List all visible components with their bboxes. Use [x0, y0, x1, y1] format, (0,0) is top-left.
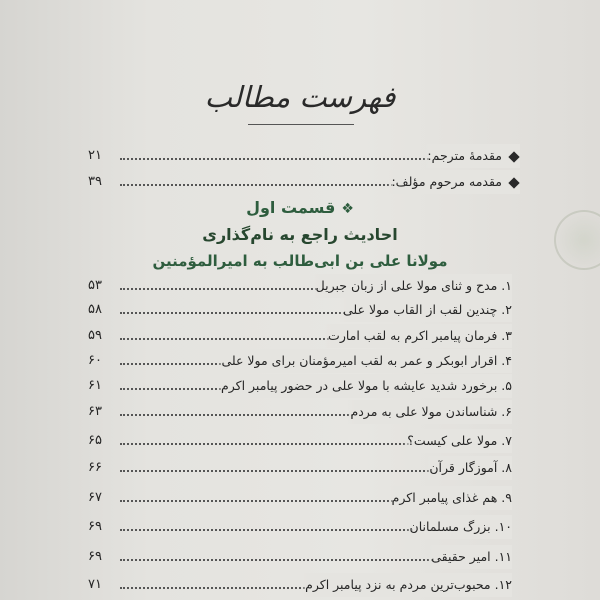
toc-entry-label: ۱۱. امیر حقیقی: [427, 545, 512, 569]
toc-row: [0, 486, 600, 510]
toc-page-number: ۷۱: [88, 577, 102, 592]
toc-page-number: ۵۳: [88, 278, 102, 293]
toc-entry-label: مقدمهٔ مترجم:: [423, 144, 520, 168]
toc-entry-label: ۱۰. بزرگ مسلمانان: [406, 515, 512, 539]
toc-row: [0, 324, 600, 348]
toc-page-number: ۲۱: [88, 148, 102, 163]
toc-entry-label: ۴. اقرار ابوبکر و عمر به لقب امیرمؤمنان برای مولا علی: [217, 349, 512, 373]
toc-row: [0, 298, 600, 322]
toc-row: [0, 515, 600, 539]
toc-page-number: ۳۹: [88, 174, 102, 189]
section-subheading: مولانا علی بن ابی‌طالب به امیرالمؤمنین: [152, 252, 448, 270]
toc-page-number: ۶۷: [88, 490, 102, 505]
title-underline: [248, 124, 354, 125]
page-title: فهرست مطالب: [204, 80, 396, 114]
toc-page-number: ۶۰: [88, 353, 102, 368]
section-heading: احادیث راجع به نام‌گذاری: [202, 225, 398, 244]
toc-entry-label: ۷. مولا علی کیست؟: [403, 429, 512, 453]
toc-intro-row: [0, 144, 600, 168]
toc-page-number: ۶۱: [88, 378, 102, 393]
toc-row: [0, 374, 600, 398]
toc-row: [0, 349, 600, 373]
diamond-bullet-icon: [508, 177, 519, 188]
toc-entry-label: ۲. چندین لقب از القاب مولا علی: [339, 298, 512, 322]
toc-entry-label: ۹. هم غذای پیامبر اکرم: [388, 486, 512, 510]
section-part-heading: ❖قسمت اول: [246, 198, 354, 217]
toc-page-number: ۵۹: [88, 328, 102, 343]
toc-entry-label: ۵. برخورد شدید عایشه با مولا علی در حضور پیامبر اکرم: [217, 374, 512, 398]
toc-entry-label: ۳. فرمان پیامبر اکرم به لقب امارت: [324, 324, 512, 348]
toc-entry-label: ۱۲. محبوب‌ترین مردم به نزد پیامبر اکرم: [301, 573, 512, 597]
toc-row: [0, 429, 600, 453]
toc-row: [0, 274, 600, 298]
toc-row: [0, 400, 600, 424]
toc-page-number: ۶۵: [88, 433, 102, 448]
toc-entry-label: ۱. مدح و ثنای مولا علی از زبان جبریل: [312, 274, 512, 298]
flower-ornament-icon: ❖: [341, 201, 354, 217]
toc-row: [0, 545, 600, 569]
toc-intro-row: [0, 170, 600, 194]
toc-page-number: ۶۹: [88, 549, 102, 564]
toc-page-number: ۶۹: [88, 519, 102, 534]
toc-entry-label: ۶. شناساندن مولا علی به مردم: [347, 400, 513, 424]
toc-page-number: ۶۳: [88, 404, 102, 419]
toc-entry-label: ۸. آموزگار قرآن: [425, 456, 512, 480]
toc-row: [0, 573, 600, 597]
toc-page-number: ۶۶: [88, 460, 102, 475]
toc-entry-label: مقدمه مرحوم مؤلف:: [387, 170, 520, 194]
toc-page-number: ۵۸: [88, 302, 102, 317]
diamond-bullet-icon: [508, 151, 519, 162]
toc-row: [0, 456, 600, 480]
